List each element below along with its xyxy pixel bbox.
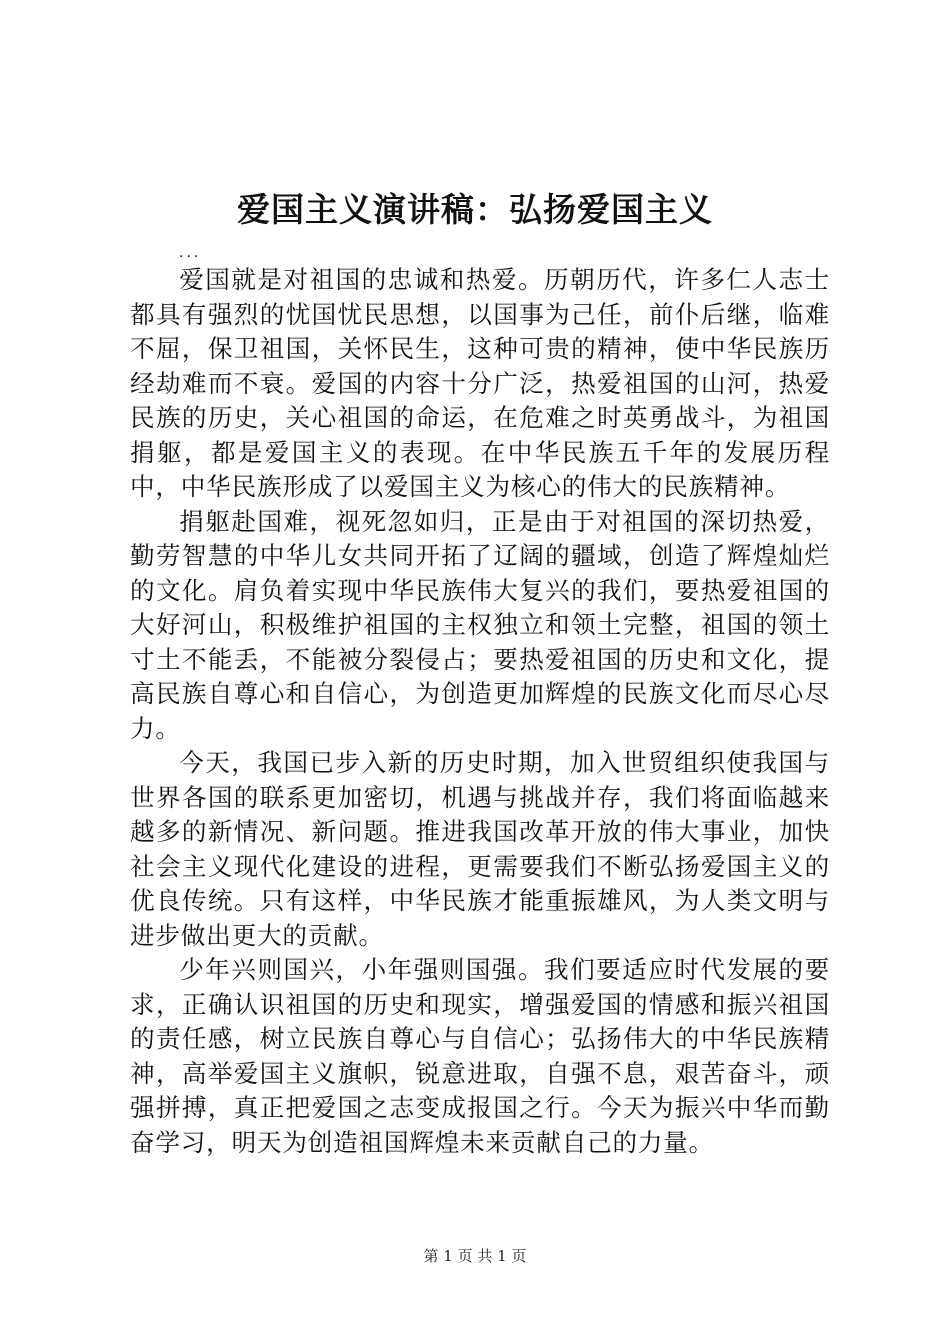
document-title: 爱国主义演讲稿：弘扬爱国主义	[237, 190, 713, 229]
ellipsis-marker: ...	[179, 245, 202, 261]
paragraph: 今天，我国已步入新的历史时期，加入世贸组织使我国与世界各国的联系更加密切，机遇与挑战并存，我们将面临越来越多的新情况、新问题。推进我国改革开放的伟大事业，加快社会主义现代化建设的进程，更需要我们不断弘扬爱国主义的优良传统。只有这样，中华民族才能重振雄风，为人类文明与进步做出更大的贡献。	[130, 748, 830, 950]
document-body	[130, 263, 830, 1160]
paragraph: 捐躯赴国难，视死忽如归，正是由于对祖国的深切热爱，勤劳智慧的中华儿女共同开拓了辽阔的疆域，创造了辉煌灿烂的文化。肩负着实现中华民族伟大复兴的我们，要热爱祖国的大好河山，积极维护祖国的主权独立和领土完整，祖国的领土寸土不能丢，不能被分裂侵占；要热爱祖国的历史和文化，提高民族自尊心和自信心，为创造更加辉煌的民族文化而尽心尽力。	[130, 506, 830, 743]
page-footer: 第 1 页 共 1 页	[423, 1247, 527, 1265]
paragraph: 少年兴则国兴，小年强则国强。我们要适应时代发展的要求，正确认识祖国的历史和现实，增强爱国的情感和振兴祖国的责任感，树立民族自尊心与自信心；弘扬伟大的中华民族精神，高举爱国主义旗帜，锐意进取，自强不息，艰苦奋斗，顽强拼搏，真正把爱国之志变成报国之行。今天为振兴中华而勤奋学习，明天为创造祖国辉煌未来贡献自己的力量。	[130, 955, 830, 1157]
paragraph: 爱国就是对祖国的忠诚和热爱。历朝历代，许多仁人志士都具有强烈的忧国忧民思想，以国事为己任，前仆后继，临难不屈，保卫祖国，关怀民生，这种可贵的精神，使中华民族历经劫难而不衰。爱国的内容十分广泛，热爱祖国的山河，热爱民族的历史，关心祖国的命运，在危难之时英勇战斗，为祖国捐躯，都是爱国主义的表现。在中华民族五千年的发展历程中，中华民族形成了以爱国主义为核心的伟大的民族精神。	[130, 265, 830, 501]
